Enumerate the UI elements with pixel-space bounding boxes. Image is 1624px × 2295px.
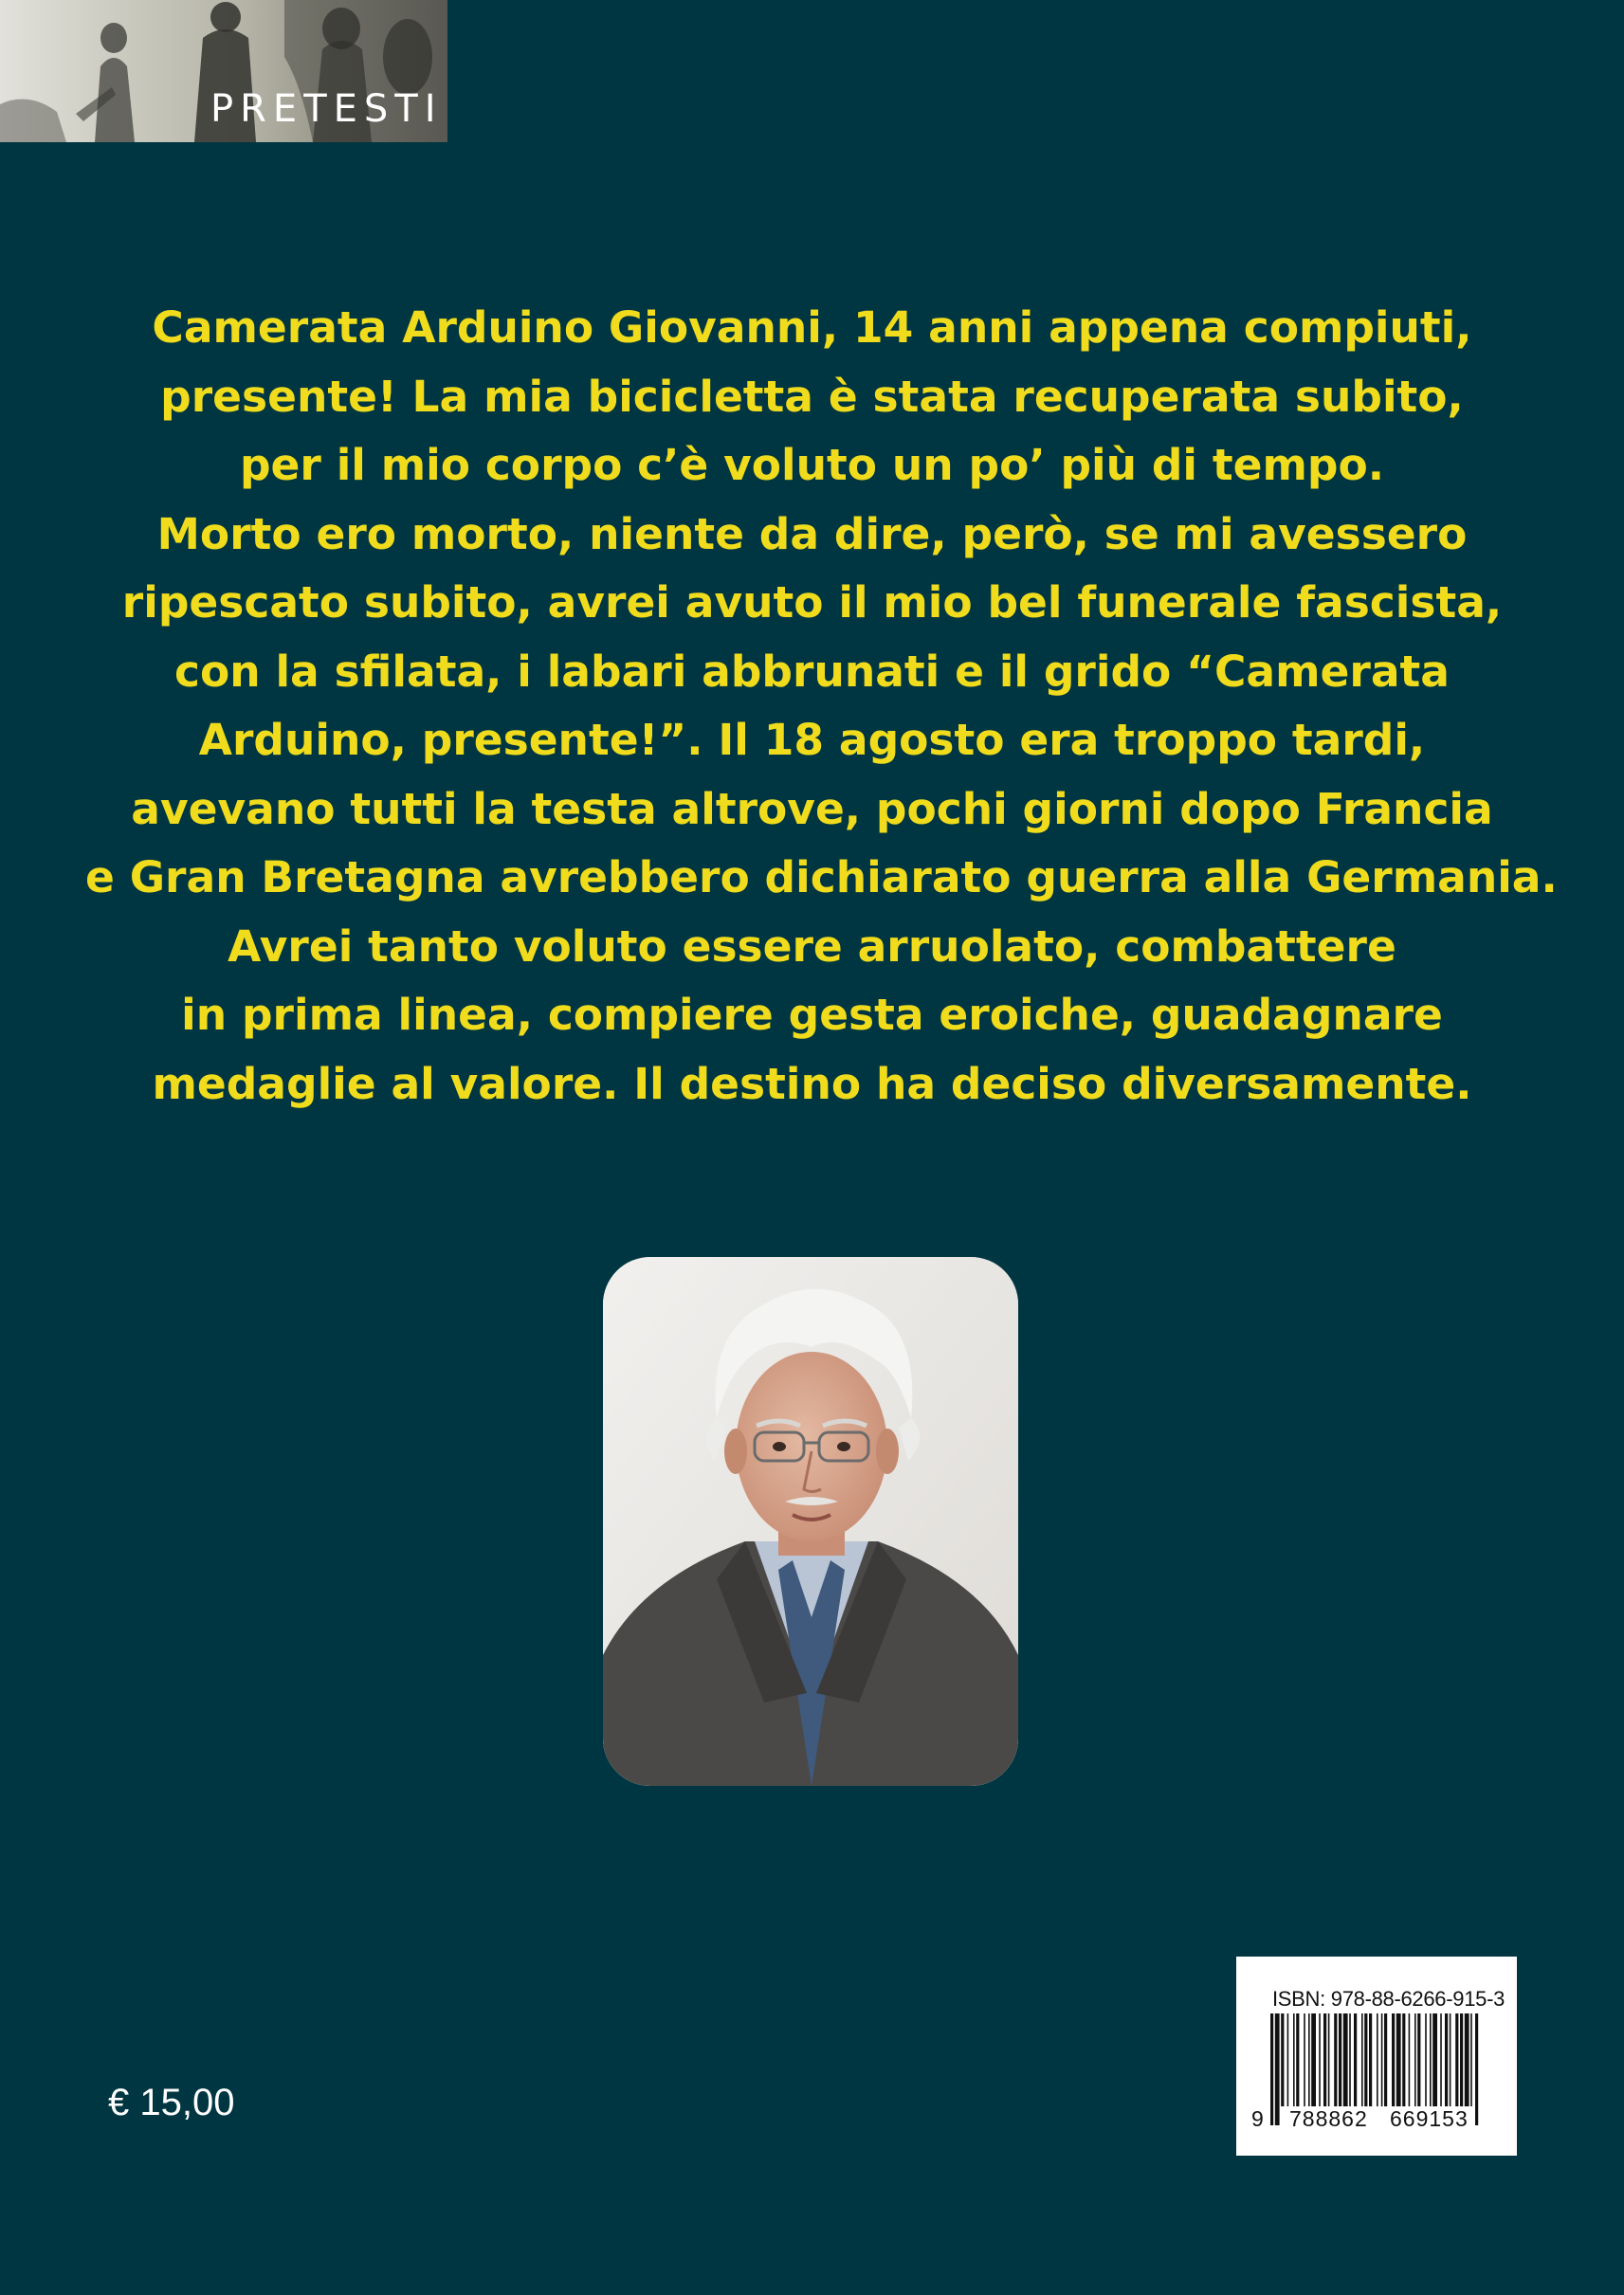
blurb-line: presente! La mia bicicletta è stata recuperata subito, [160, 371, 1464, 422]
blurb-line: medaglie al valore. Il destino ha deciso diversamente. [152, 1058, 1472, 1109]
blurb-line: Morto ero morto, niente da dire, però, se mi avessero [156, 508, 1468, 559]
barcode-digits-right: 669153 [1390, 2106, 1469, 2131]
blurb-line: avevano tutti la testa altrove, pochi giorni dopo Francia [131, 783, 1493, 834]
isbn-number: ISBN: 978-88-6266-915-3 [1272, 1987, 1505, 2011]
blurb-line: per il mio corpo c’è voluto un po’ più di tempo. [239, 440, 1385, 490]
blurb-line: ripescato subito, avrei avuto il mio bel funerale fascista, [121, 577, 1503, 628]
back-cover-blurb [85, 294, 1558, 1119]
isbn-barcode [1236, 1957, 1517, 2156]
author-portrait-illustration [603, 1257, 1018, 1786]
blurb-line: Avrei tanto voluto essere arruolato, combattere [228, 920, 1396, 972]
blurb-line: in prima linea, compiere gesta eroiche, guadagnare [181, 990, 1443, 1040]
blurb-line: e Gran Bretagna avrebbero dichiarato guerra alla Germania. [85, 852, 1558, 902]
author-photo [603, 1257, 1018, 1786]
series-label: PRETESTI [210, 87, 443, 131]
barcode-digits-left: 788862 [1289, 2106, 1368, 2131]
series-band [0, 0, 447, 142]
price: € 15,00 [108, 2082, 235, 2123]
blurb-line: Camerata Arduino Giovanni, 14 anni appena compiuti, [152, 302, 1472, 353]
barcode-digit-lead: 9 [1251, 2106, 1265, 2131]
blurb-line: Arduino, presente!”. Il 18 agosto era troppo tardi, [198, 715, 1426, 765]
blurb-line: con la sfilata, i labari abbrunati e il grido “Camerata [173, 646, 1450, 697]
